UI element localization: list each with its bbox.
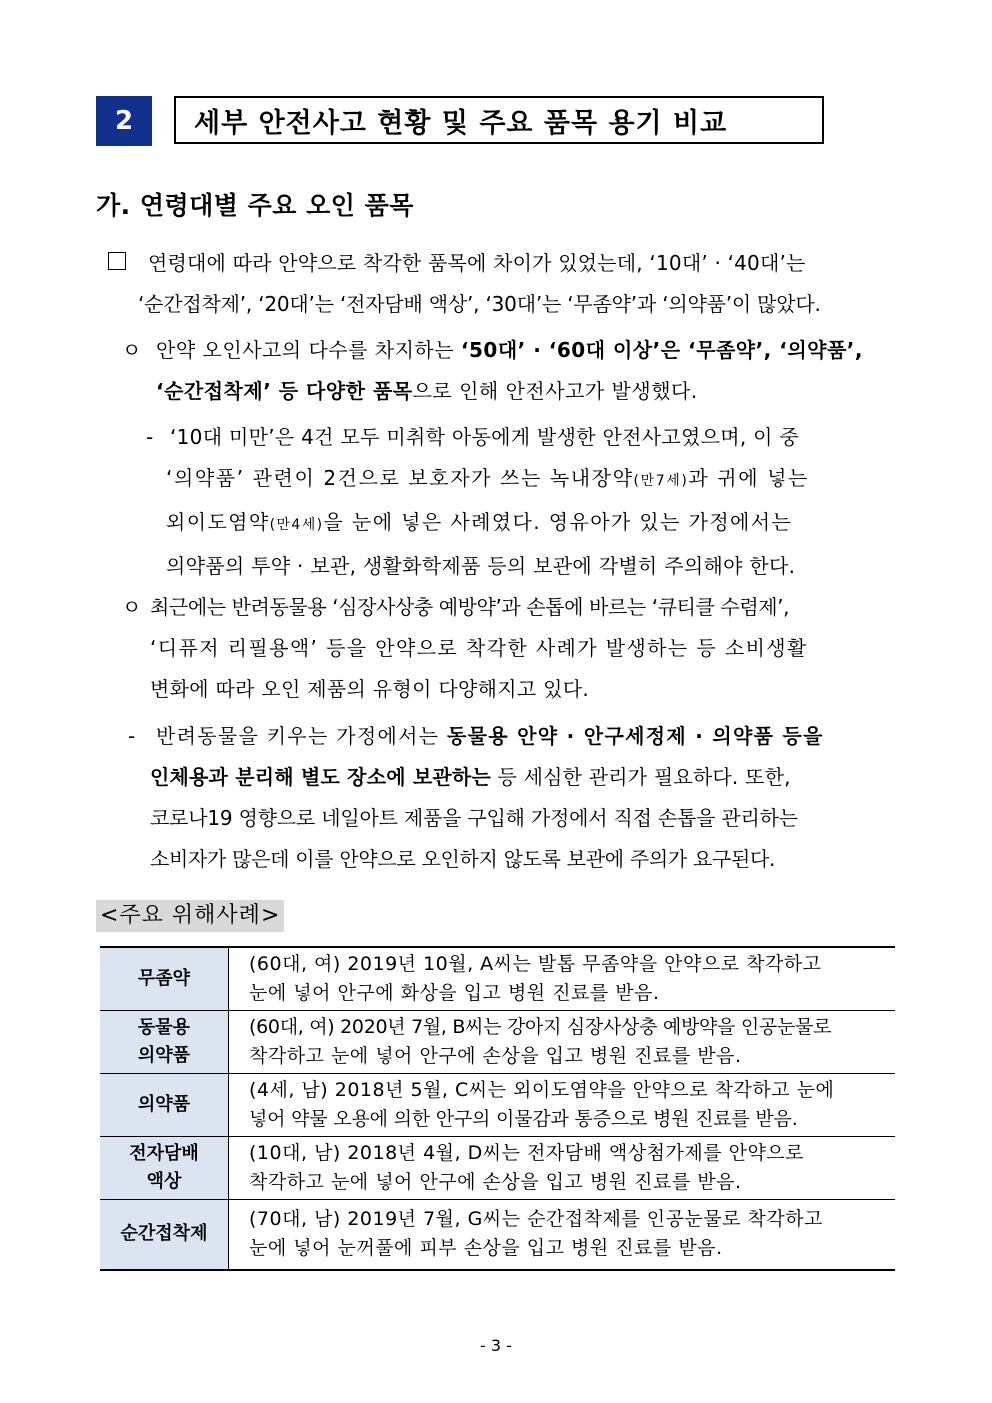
- circle-bullet: ㅇ: [122, 595, 142, 619]
- category-label: 동물용: [137, 1017, 191, 1038]
- desc-line: (60대, 여) 2020년 7월, B씨는 강아지 심장사상충 예방약을 인공눈물로: [249, 1016, 832, 1038]
- square-bullet-icon: [108, 252, 126, 270]
- category-cell: [100, 1074, 229, 1137]
- text-span: 외이도염약: [166, 510, 270, 534]
- hazard-cases-table: [100, 946, 895, 1271]
- section-number: 2: [96, 96, 152, 146]
- paragraph-age-overview: [138, 243, 896, 325]
- text-line: 코로나19 영향으로 네일아트 제품을 구입해 가정에서 직접 손톱을 관리하는: [150, 806, 798, 830]
- text-line: 의약품의 투약 · 보관, 생활화학제품 등의 보관에 각별히 주의해야 한다.: [166, 554, 796, 578]
- dash-bullet: -: [146, 425, 154, 449]
- small-span: (만7세): [633, 473, 689, 489]
- text-span: ‘의약품’ 관련이 2건으로 보호자가 쓰는 녹내장약: [166, 466, 634, 490]
- text-line: [150, 757, 896, 798]
- category-label: 순간접착제: [120, 1223, 208, 1245]
- text-span: 과 귀에 넣는: [688, 466, 809, 490]
- desc-line: 넣어 약물 오용에 의한 안구의 이물감과 통증으로 병원 진료를 받음.: [249, 1108, 798, 1130]
- text-span: 반려동물을 키우는 가정에서는: [156, 724, 448, 748]
- category-cell: [100, 1137, 229, 1200]
- bold-span: 동물용 안약 · 안구세정제 · 의약품 등을: [447, 724, 824, 748]
- paragraph-recent-cases: [150, 587, 896, 710]
- subheading: 가. 연령대별 주요 오인 품목: [96, 191, 414, 220]
- category-cell: [100, 1200, 229, 1270]
- description-cell: [229, 1011, 896, 1074]
- table-row: [100, 947, 895, 1011]
- circle-bullet: ㅇ: [122, 338, 142, 362]
- description-cell: [229, 1074, 896, 1137]
- desc-line: (4세, 남) 2018년 5월, C씨는 외이도염약을 안약으로 착각하고 눈에: [249, 1079, 835, 1101]
- desc-line: 착각하고 눈에 넣어 안구에 손상을 입고 병원 진료를 받음.: [249, 1045, 742, 1067]
- table-title: <주요 위해사례>: [96, 900, 284, 932]
- dash-bullet: -: [128, 724, 136, 748]
- desc-line: (10대, 남) 2018년 4월, D씨는 전자담배 액상첨가제를 안약으로: [249, 1142, 805, 1164]
- table-row: [100, 1011, 895, 1074]
- text-line: 변화에 따라 오인 제품의 유형이 다양해지고 있다.: [150, 677, 590, 701]
- desc-line: (70대, 남) 2019년 7월, G씨는 순간접착제를 인공눈물로 착각하고: [249, 1208, 823, 1231]
- paragraph-50s-60s: [156, 330, 896, 412]
- text-line: 최근에는 반려동물용 ‘심장사상충 예방약’과 손톱에 바르는 ‘큐티클 수렴제’,: [150, 595, 790, 619]
- text-span: 등 세심한 관리가 필요하다. 또한,: [490, 765, 791, 789]
- desc-line: 눈에 넣어 눈꺼풀에 피부 손상을 입고 병원 진료를 받음.: [249, 1237, 723, 1260]
- bold-span: ‘순간접착제’ 등 다양한 품목: [156, 379, 413, 403]
- text-span: 을 눈에 넣은 사례였다. 영유아가 있는 가정에서는: [323, 510, 793, 534]
- category-label: 의약품: [137, 1094, 191, 1115]
- text-span: 으로 인해 안전사고가 발생했다.: [412, 379, 698, 403]
- table-row: [100, 1074, 895, 1137]
- text-line: 소비자가 많은데 이를 안약으로 오인하지 않도록 보관에 주의가 요구된다.: [150, 847, 776, 871]
- description-cell: [229, 1200, 896, 1270]
- text-line: [156, 330, 896, 371]
- description-cell: [229, 947, 896, 1011]
- bold-span: ‘50대’ · ‘60대 이상’은 ‘무좀약’, ‘의약품’,: [460, 338, 863, 362]
- paragraph-pet-homes: [150, 716, 896, 880]
- text-line: ‘순간접착제’, ‘20대’는 ‘전자담배 액상’, ‘30대’는 ‘무좀약’과 ‘의약품’이 많았다.: [138, 292, 821, 316]
- desc-line: (60대, 여) 2019년 10월, A씨는 발톱 무좀약을 안약으로 착각하고: [249, 953, 822, 975]
- paragraph-under10: [166, 417, 896, 587]
- text-line: [156, 716, 896, 757]
- text-line: 연령대에 따라 안약으로 착각한 품목에 차이가 있었는데, ‘10대’ · ‘40대’는: [148, 251, 806, 275]
- category-label: 전자담배: [129, 1143, 199, 1164]
- category-label: 무좀약: [137, 968, 191, 989]
- category-cell: [100, 947, 229, 1011]
- text-line: ‘10대 미만’은 4건 모두 미취학 아동에게 발생한 안전사고였으며, 이 중: [170, 425, 800, 449]
- bold-span: 인체용과 분리해 별도 장소에 보관하는: [150, 765, 491, 789]
- description-cell: [229, 1137, 896, 1200]
- category-label: 액상: [146, 1171, 182, 1192]
- page-number: - 3 -: [480, 1336, 512, 1355]
- small-span: (만4세): [269, 517, 324, 533]
- text-line: [156, 371, 896, 412]
- text-span: 안약 오인사고의 다수를 차지하는: [156, 338, 461, 362]
- category-cell: [100, 1011, 229, 1074]
- section-title: 세부 안전사고 현황 및 주요 품목 용기 비교: [174, 96, 824, 144]
- desc-line: 눈에 넣어 안구에 화상을 입고 병원 진료를 받음.: [249, 982, 660, 1004]
- text-line: ‘디퓨저 리필용액’ 등을 안약으로 착각한 사례가 발생하는 등 소비생활: [150, 636, 808, 660]
- table-row: [100, 1200, 895, 1270]
- desc-line: 착각하고 눈에 넣어 안구에 손상을 입고 병원 진료를 받음.: [249, 1171, 742, 1193]
- text-line: [166, 502, 896, 546]
- category-label: 의약품: [137, 1045, 191, 1066]
- table-row: [100, 1137, 895, 1200]
- text-line: [166, 458, 896, 502]
